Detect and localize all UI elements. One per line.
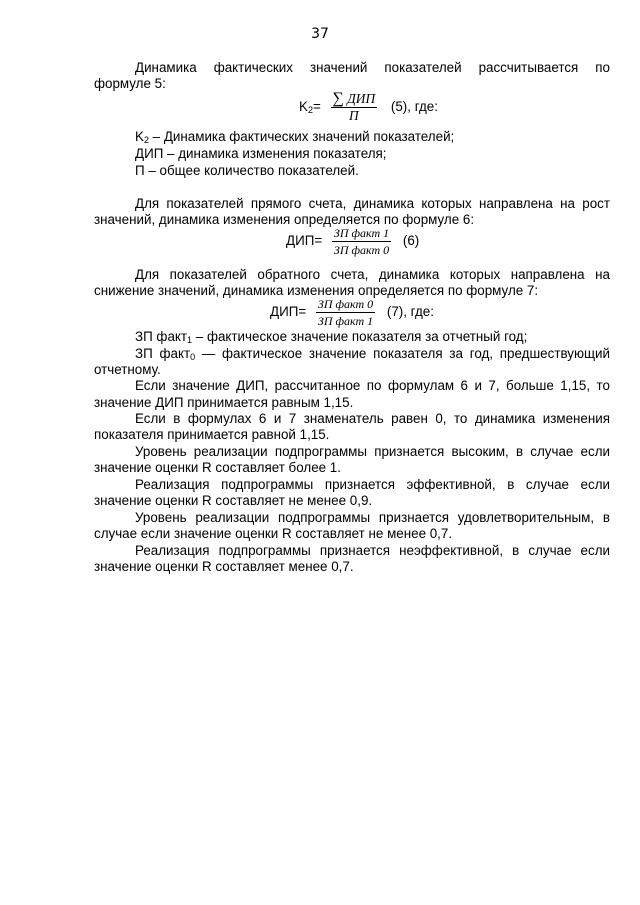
paragraph-line: формуле 5: bbox=[94, 76, 166, 91]
formula-5 bbox=[299, 92, 438, 123]
sum-symbol: ∑ bbox=[332, 90, 344, 107]
paragraph-line: Если в формулах 6 и 7 знаменатель равен 0, то динамика изменения bbox=[135, 411, 610, 426]
formula-fraction: $\frac{\text{ЗП факт 0}}{\text{ЗП факт 1}}$ bbox=[317, 297, 374, 328]
definition-k2: $K_2$ – Динамика фактических значений показателей; bbox=[135, 129, 455, 145]
definition-zp0: ЗП факт$_0$ — фактическое значение показателя за год, предшествующий bbox=[135, 346, 610, 362]
paragraph-line: значение оценки R составляет не менее 0,9. bbox=[94, 493, 373, 508]
formula-6 bbox=[286, 226, 419, 257]
paragraph-line: Уровень реализации подпрограммы признается удовлетворительным, в bbox=[135, 510, 610, 525]
definition-dip: ДИП – динамика изменения показателя; bbox=[135, 146, 387, 161]
paragraph-line: значение оценки R составляет более 1. bbox=[94, 460, 341, 475]
formula-lhs: ДИП= bbox=[286, 233, 323, 249]
paragraph-line: отчетному. bbox=[94, 362, 161, 377]
paragraph-line: Уровень реализации подпрограммы признается высоким, в случае если bbox=[135, 444, 610, 459]
paragraph-line: Для показателей обратного счета, динамика которых направлена на bbox=[135, 267, 610, 282]
paragraph-line: показателя принимается равной 1,15. bbox=[94, 427, 330, 442]
formula-fraction: $\frac{\text{∑ ДИП}}{П}$ bbox=[332, 90, 376, 123]
paragraph-line: Динамика фактических значений показателей рассчитывается по bbox=[135, 60, 610, 75]
paragraph-line: значение ДИП принимается равным 1,15. bbox=[94, 395, 354, 410]
formula-label: (6) bbox=[402, 233, 420, 249]
page-number: 37 bbox=[311, 26, 329, 42]
paragraph-line: значений, динамика изменения определяется по формуле 6: bbox=[94, 212, 475, 227]
paragraph-line: Реализация подпрограммы признается эффективной, в случае если bbox=[135, 477, 610, 492]
formula-7 bbox=[270, 297, 434, 328]
paragraph-line: случае если значение оценки R составляет не менее 0,7. bbox=[94, 526, 453, 541]
formula-label: (5), где: bbox=[390, 99, 438, 115]
paragraph-line: Для показателей прямого счета, динамика которых направлена на рост bbox=[135, 196, 610, 211]
paragraph-line: Если значение ДИП, рассчитанное по формулам 6 и 7, больше 1,15, то bbox=[135, 378, 610, 393]
paragraph-line: снижение значений, динамика изменения определяется по формуле 7: bbox=[94, 283, 539, 298]
definition-zp1: ЗП факт$_1$ – фактическое значение показателя за отчетный год; bbox=[135, 329, 528, 345]
definition-p: П – общее количество показателей. bbox=[135, 163, 359, 178]
formula-lhs: ДИП= bbox=[270, 304, 307, 320]
paragraph-line: Реализация подпрограммы признается неэффективной, в случае если bbox=[135, 543, 610, 558]
paragraph-line: значение оценки R составляет менее 0,7. bbox=[94, 559, 354, 574]
formula-label: (7), где: bbox=[386, 304, 434, 320]
formula-lhs: $K_2=$ bbox=[299, 99, 321, 116]
formula-fraction: $\frac{\text{ЗП факт 1}}{\text{ЗП факт 0}}$ bbox=[333, 226, 390, 257]
